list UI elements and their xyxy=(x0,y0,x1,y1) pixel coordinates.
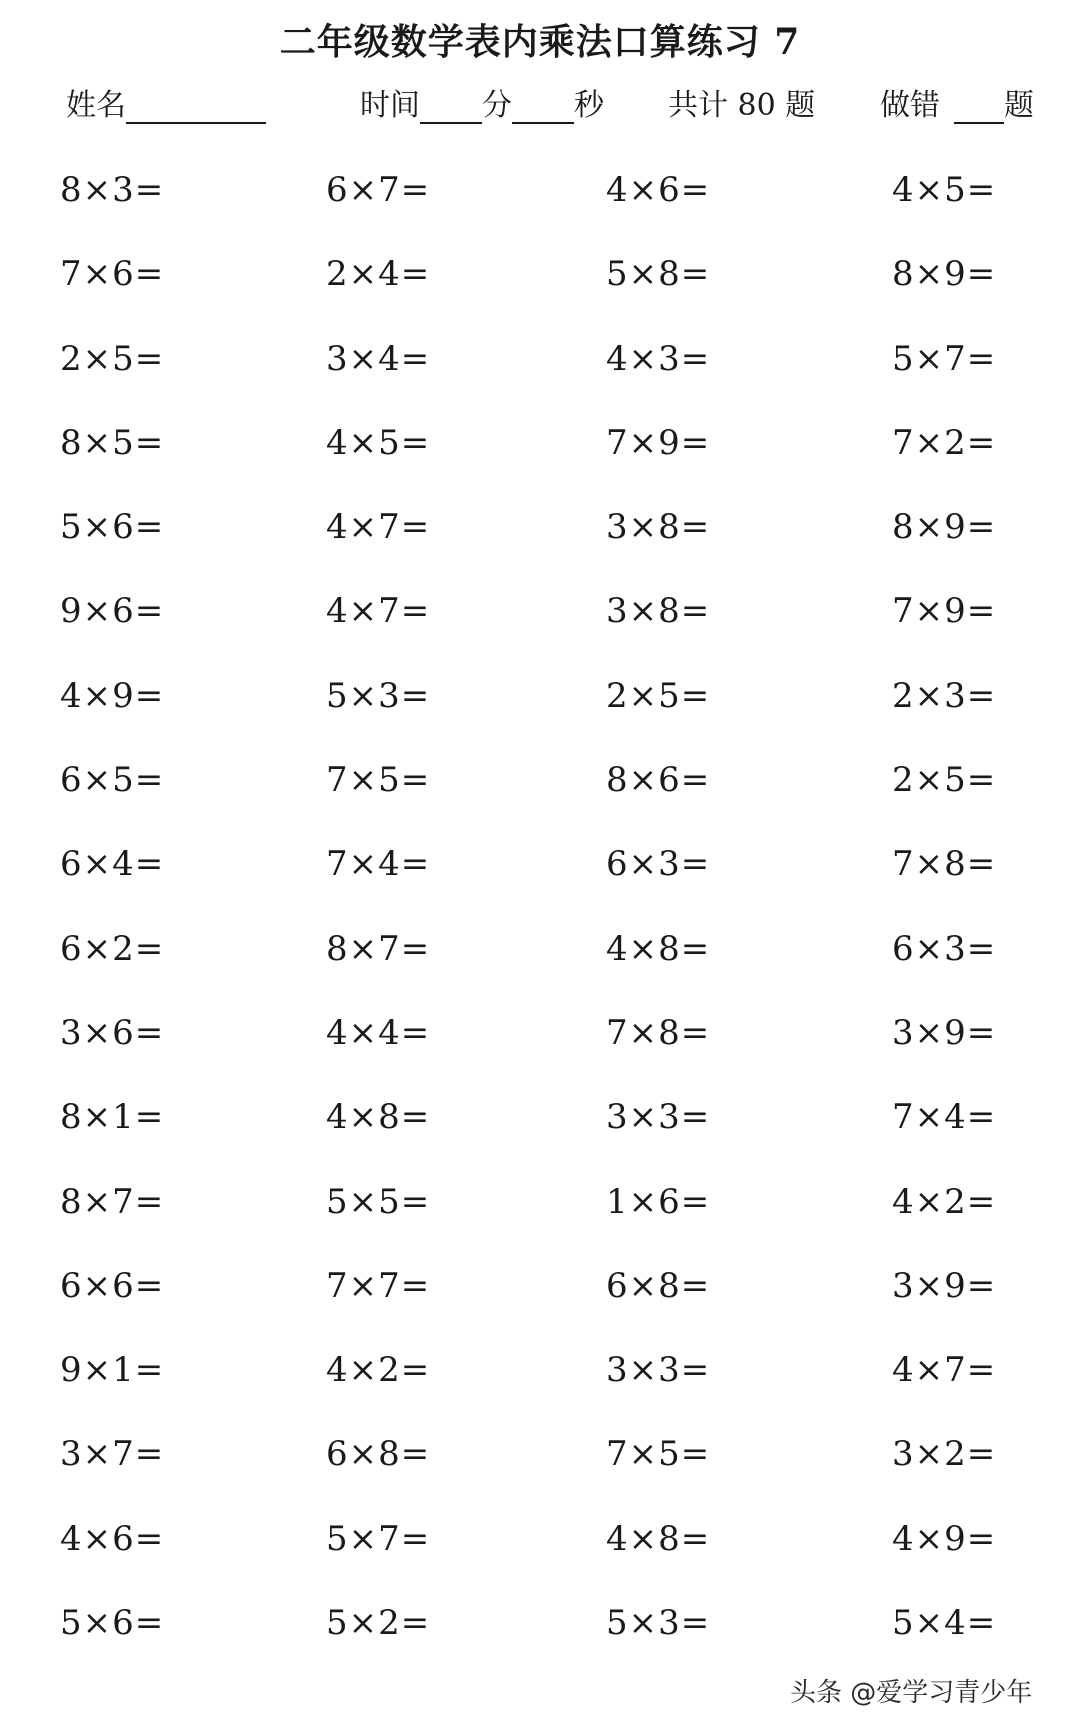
problem-item: 3×9= xyxy=(892,1012,997,1053)
problem-row xyxy=(0,254,1080,338)
problem-item: 6×5= xyxy=(60,760,165,801)
name-blank[interactable] xyxy=(126,90,266,124)
problem-item: 5×8= xyxy=(606,254,711,295)
wrong-label: 做错 xyxy=(880,88,940,123)
problem-item: 2×5= xyxy=(606,675,711,716)
problem-row xyxy=(0,1182,1080,1266)
problem-row xyxy=(0,170,1080,254)
problem-item: 7×2= xyxy=(892,422,997,463)
problem-item: 4×3= xyxy=(606,338,711,379)
problem-row xyxy=(0,1013,1080,1097)
problem-item: 9×6= xyxy=(60,591,165,632)
problem-row xyxy=(0,676,1080,760)
total-count: 共计 80 题 xyxy=(668,88,816,123)
problem-item: 5×3= xyxy=(606,1603,711,1644)
problem-item: 3×3= xyxy=(606,1350,711,1391)
problem-item: 9×1= xyxy=(60,1350,165,1391)
problem-item: 8×5= xyxy=(60,422,165,463)
problem-item: 4×8= xyxy=(606,1518,711,1559)
problem-item: 3×4= xyxy=(326,338,431,379)
problem-item: 5×4= xyxy=(892,1603,997,1644)
problem-item: 4×6= xyxy=(606,170,711,210)
problem-item: 6×2= xyxy=(60,928,165,969)
problem-item: 6×6= xyxy=(60,1265,165,1306)
problem-item: 7×6= xyxy=(60,254,165,295)
wrong-blank[interactable] xyxy=(954,90,1004,124)
name-label: 姓名 xyxy=(66,88,126,123)
problem-item: 2×3= xyxy=(892,675,997,716)
problem-item: 4×7= xyxy=(326,591,431,632)
problem-item: 6×8= xyxy=(326,1434,431,1475)
student-info-header xyxy=(0,80,1080,126)
problem-item: 3×8= xyxy=(606,507,711,548)
problem-item: 2×5= xyxy=(892,760,997,801)
problem-grid xyxy=(0,170,1080,1687)
problem-item: 3×8= xyxy=(606,591,711,632)
problem-item: 8×7= xyxy=(326,928,431,969)
problem-item: 3×6= xyxy=(60,1012,165,1053)
problem-item: 4×8= xyxy=(606,928,711,969)
problem-item: 7×7= xyxy=(326,1265,431,1306)
problem-item: 4×4= xyxy=(326,1012,431,1053)
worksheet-title: 二年级数学表内乘法口算练习 7 xyxy=(279,21,801,63)
problem-item: 3×3= xyxy=(606,1097,711,1138)
name-field[interactable] xyxy=(66,80,266,124)
problem-item: 8×7= xyxy=(60,1181,165,1222)
problem-item: 6×8= xyxy=(606,1265,711,1306)
problem-item: 5×2= xyxy=(326,1603,431,1644)
seconds-label: 秒 xyxy=(574,88,604,123)
problem-row xyxy=(0,844,1080,928)
problem-row xyxy=(0,929,1080,1013)
problem-row xyxy=(0,1350,1080,1434)
problem-item: 5×5= xyxy=(326,1181,431,1222)
wrong-unit: 题 xyxy=(1004,88,1034,123)
problem-item: 2×5= xyxy=(60,338,165,379)
problem-item: 7×5= xyxy=(326,760,431,801)
problem-item: 5×6= xyxy=(60,1603,165,1644)
problem-item: 7×9= xyxy=(892,591,997,632)
problem-item: 5×3= xyxy=(326,675,431,716)
problem-item: 8×1= xyxy=(60,1097,165,1138)
problem-item: 4×9= xyxy=(60,675,165,716)
problem-item: 4×9= xyxy=(892,1518,997,1559)
problem-item: 8×9= xyxy=(892,254,997,295)
minutes-label: 分 xyxy=(482,88,512,123)
problem-item: 1×6= xyxy=(606,1181,711,1222)
problem-item: 4×2= xyxy=(892,1181,997,1222)
seconds-blank[interactable] xyxy=(512,90,574,124)
problem-item: 4×5= xyxy=(326,422,431,463)
problem-item: 5×6= xyxy=(60,507,165,548)
problem-item: 4×7= xyxy=(892,1350,997,1391)
problem-row xyxy=(0,1097,1080,1181)
problem-row xyxy=(0,1519,1080,1603)
problem-item: 4×2= xyxy=(326,1350,431,1391)
problem-item: 6×4= xyxy=(60,844,165,885)
problem-row xyxy=(0,760,1080,844)
problem-item: 8×6= xyxy=(606,760,711,801)
problem-item: 4×7= xyxy=(326,507,431,548)
minutes-blank[interactable] xyxy=(420,90,482,124)
problem-item: 2×4= xyxy=(326,254,431,295)
problem-item: 4×8= xyxy=(326,1097,431,1138)
problem-item: 7×4= xyxy=(326,844,431,885)
problem-item: 8×9= xyxy=(892,507,997,548)
problem-item: 7×9= xyxy=(606,422,711,463)
problem-item: 7×4= xyxy=(892,1097,997,1138)
problem-item: 4×5= xyxy=(892,170,997,210)
problem-item: 7×8= xyxy=(892,844,997,885)
time-label: 时间 xyxy=(360,88,420,123)
problem-row xyxy=(0,591,1080,675)
problem-row xyxy=(0,507,1080,591)
problem-row xyxy=(0,1266,1080,1350)
problem-row xyxy=(0,1434,1080,1518)
problem-item: 8×3= xyxy=(60,170,165,210)
time-field[interactable] xyxy=(360,80,604,124)
problem-item: 7×5= xyxy=(606,1434,711,1475)
problem-item: 6×3= xyxy=(606,844,711,885)
problem-item: 6×3= xyxy=(892,928,997,969)
problem-item: 7×8= xyxy=(606,1012,711,1053)
problem-item: 3×9= xyxy=(892,1265,997,1306)
problem-item: 3×2= xyxy=(892,1434,997,1475)
problem-item: 6×7= xyxy=(326,170,431,210)
problem-row xyxy=(0,423,1080,507)
problem-item: 5×7= xyxy=(892,338,997,379)
problem-row xyxy=(0,339,1080,423)
problem-item: 3×7= xyxy=(60,1434,165,1475)
watermark: 头条 @爱学习青少年 xyxy=(790,1678,1033,1708)
wrong-count-field[interactable] xyxy=(880,80,1034,124)
problem-item: 4×6= xyxy=(60,1518,165,1559)
problem-item: 5×7= xyxy=(326,1518,431,1559)
